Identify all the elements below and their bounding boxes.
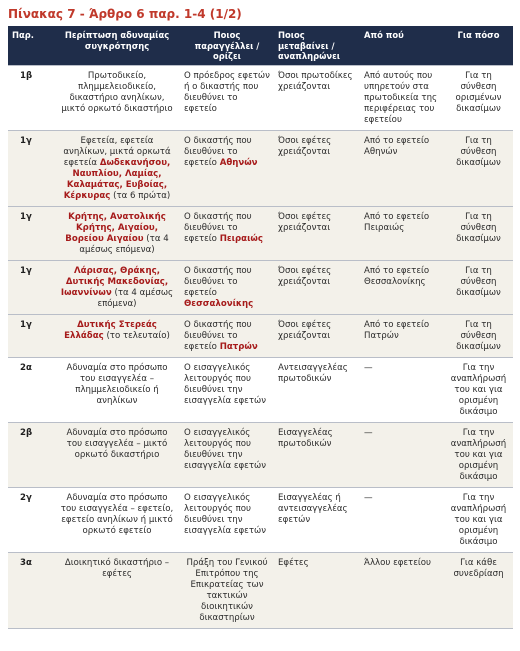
header-who-orders: Ποιος παραγγέλλει / ορίζει	[180, 26, 274, 65]
table-row	[8, 552, 513, 628]
cell-from-where: Άλλου εφετείου	[360, 552, 444, 628]
cell-how-long: Για τη σύνθεση δικασίμων	[444, 130, 513, 206]
table-row	[8, 65, 513, 130]
cell-case: Διοικητικό δικαστήριο – εφέτες	[54, 552, 180, 628]
who-orders-court-highlight: Πατρών	[219, 341, 258, 352]
table-row	[8, 260, 513, 314]
who-orders-text: Ο δικαστής που διευθύνει το εφετείο	[184, 265, 252, 298]
cell-par: 2α	[8, 357, 54, 422]
cell-case	[54, 130, 180, 206]
who-orders-text: Ο δικαστής που διευθύνει το εφετείο	[184, 211, 252, 244]
header-from-where: Από πού	[360, 26, 444, 65]
cell-how-long: Για τη σύνθεση δικασίμων	[444, 314, 513, 357]
cell-who-goes: Εισαγγελέας πρωτοδικών	[274, 422, 360, 487]
cell-who-orders	[180, 130, 274, 206]
who-orders-text: Ο δικαστής που διευθύνει το εφετείο	[184, 135, 252, 168]
table-row	[8, 357, 513, 422]
cell-case: Αδυναμία στο πρόσωπο του εισαγγελέα – πλημμελειοδικείο ή ανηλίκων	[54, 357, 180, 422]
cell-who-goes: Όσοι πρωτοδίκες χρειάζονται	[274, 65, 360, 130]
header-how-long: Για πόσο	[444, 26, 513, 65]
table-row	[8, 130, 513, 206]
cell-how-long: Για τη σύνθεση δικασίμων	[444, 206, 513, 260]
cell-case: Αδυναμία στο πρόσωπο του εισαγγελέα – μικτό ορκωτό δικαστήριο	[54, 422, 180, 487]
cell-from-where: —	[360, 487, 444, 552]
case-note: (τα 4 αμέσως επόμενα)	[97, 287, 174, 309]
who-orders-text: Ο δικαστής που διευθύνει το εφετείο	[184, 319, 252, 352]
who-orders-court-highlight: Πειραιώς	[219, 233, 263, 244]
cell-case	[54, 314, 180, 357]
cell-who-goes: Όσοι εφέτες χρειάζονται	[274, 206, 360, 260]
cell-case	[54, 260, 180, 314]
cell-par: 2γ	[8, 487, 54, 552]
cell-who-goes: Εφέτες	[274, 552, 360, 628]
header-who-goes: Ποιος μεταβαίνει / αναπληρώνει	[274, 26, 360, 65]
cell-case: Πρωτοδικείο, πλημμελειοδικείο, δικαστήριο ανηλίκων, μικτό ορκωτό δικαστήριο	[54, 65, 180, 130]
cell-who-goes: Όσοι εφέτες χρειάζονται	[274, 260, 360, 314]
cell-who-goes: Όσοι εφέτες χρειάζονται	[274, 130, 360, 206]
cell-from-where: —	[360, 422, 444, 487]
cell-how-long: Για τη σύνθεση δικασίμων	[444, 260, 513, 314]
table-row	[8, 487, 513, 552]
cell-from-where: Από το εφετείο Αθηνών	[360, 130, 444, 206]
cell-from-where: Από αυτούς που υπηρετούν στα πρωτοδικεία της περιφέρειας του εφετείου	[360, 65, 444, 130]
cell-who-goes: Όσοι εφέτες χρειάζονται	[274, 314, 360, 357]
cell-par: 2β	[8, 422, 54, 487]
cell-par: 1γ	[8, 260, 54, 314]
cell-how-long: Για την αναπλήρωσή του και για ορισμένη δικάσιμο	[444, 357, 513, 422]
cell-from-where: Από το εφετείο Θεσσαλονίκης	[360, 260, 444, 314]
cell-how-long: Για την αναπλήρωσή του και για ορισμένη δικάσιμο	[444, 422, 513, 487]
cell-who-orders	[180, 206, 274, 260]
cell-who-orders	[180, 260, 274, 314]
table-row	[8, 206, 513, 260]
cell-par: 3α	[8, 552, 54, 628]
cell-case: Αδυναμία στο πρόσωπο του εισαγγελέα – εφετείο, εφετείο ανηλίκων ή μικτό ορκωτό εφετείο	[54, 487, 180, 552]
cell-par: 1γ	[8, 130, 54, 206]
table-row	[8, 422, 513, 487]
cell-from-where: Από το εφετείο Πατρών	[360, 314, 444, 357]
cell-from-where: Από το εφετείο Πειραιώς	[360, 206, 444, 260]
case-courts-highlight: Λάρισας, Θράκης, Δυτικής Μακεδονίας, Ιωαννίνων	[60, 265, 169, 298]
case-note: (τα 4 αμέσως επόμενα)	[79, 233, 169, 255]
cell-who-goes: Αντεισαγγελέας πρωτοδικών	[274, 357, 360, 422]
cell-who-orders: Ο εισαγγελικός λειτουργός που διευθύνει την εισαγγελία εφετών	[180, 422, 274, 487]
case-note: (το τελευταίο)	[106, 330, 170, 341]
cell-par: 1γ	[8, 206, 54, 260]
cell-par: 1β	[8, 65, 54, 130]
header-case: Περίπτωση αδυναμίας συγκρότησης	[54, 26, 180, 65]
cell-who-orders: Πράξη του Γενικού Επιτρόπου της Επικρατείας των τακτικών διοικητικών δικαστηρίων	[180, 552, 274, 628]
cell-who-orders: Ο εισαγγελικός λειτουργός που διευθύνει την εισαγγελία εφετών	[180, 487, 274, 552]
table-header-row	[8, 26, 513, 65]
case-note: (τα 6 πρώτα)	[113, 190, 171, 201]
case-courts-highlight: Δωδεκανήσου, Ναυπλίου, Λαμίας, Καλαμάτας, Ευβοίας, Κέρκυρας	[63, 157, 171, 201]
case-courts-highlight: Δυτικής Στερεάς Ελλάδας	[64, 319, 157, 341]
cell-case	[54, 206, 180, 260]
table-title: Πίνακας 7 - Άρθρο 6 παρ. 1-4 (1/2)	[8, 7, 242, 21]
case-text: Εφετεία, εφετεία ανηλίκων, μικτά ορκωτά εφετεία	[63, 135, 171, 168]
cell-how-long: Για την αναπλήρωσή του και για ορισμένη δικάσιμο	[444, 487, 513, 552]
cell-who-orders: Ο πρόεδρος εφετών ή ο δικαστής που διευθύνει το εφετείο	[180, 65, 274, 130]
cell-how-long: Για κάθε συνεδρίαση	[444, 552, 513, 628]
cell-from-where: —	[360, 357, 444, 422]
header-par: Παρ.	[8, 26, 54, 65]
cell-who-orders: Ο εισαγγελικός λειτουργός που διευθύνει την εισαγγελία εφετών	[180, 357, 274, 422]
cell-who-goes: Εισαγγελέας ή αντεισαγγελέας εφετών	[274, 487, 360, 552]
table-row	[8, 314, 513, 357]
cell-par: 1γ	[8, 314, 54, 357]
case-courts-highlight: Κρήτης, Ανατολικής Κρήτης, Αιγαίου, Βορείου Αιγαίου	[65, 211, 166, 244]
who-orders-court-highlight: Αθηνών	[219, 157, 258, 168]
who-orders-court-highlight: Θεσσαλονίκης	[184, 298, 254, 309]
articles-table	[8, 26, 513, 629]
cell-who-orders	[180, 314, 274, 357]
cell-how-long: Για τη σύνθεση ορισμένων δικασίμων	[444, 65, 513, 130]
